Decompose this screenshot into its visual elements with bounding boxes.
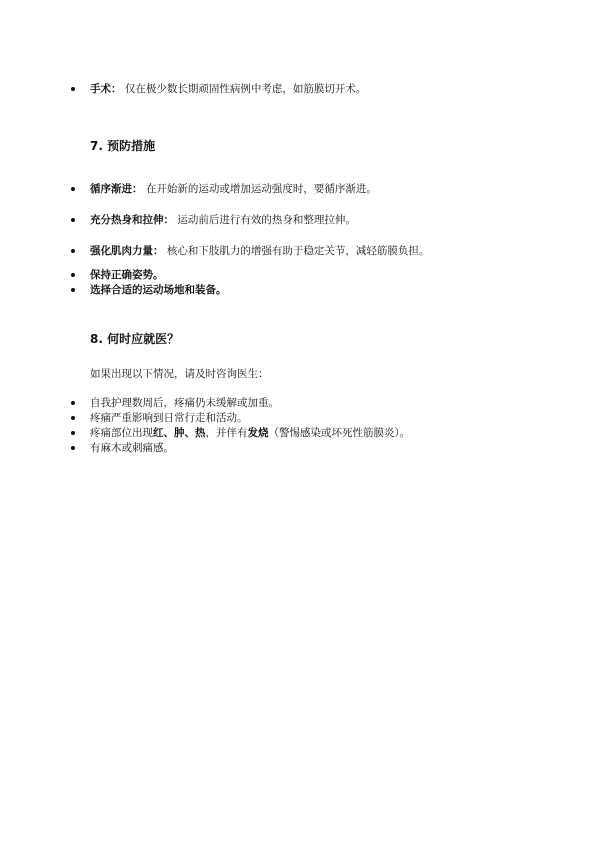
- bullet-dot: [71, 401, 75, 405]
- bullet-dot: [71, 273, 75, 277]
- item-body: 自我护理数周后，疼痛仍未缓解或加重。: [90, 397, 279, 409]
- bullet-dot: [71, 288, 75, 292]
- bullet-dot: [71, 249, 75, 253]
- section-heading-when-to-see-doctor: 8. 何时应就医？: [90, 332, 180, 346]
- item-body-part: （警惕感染或坏死性筋膜炎）。: [268, 427, 411, 439]
- bullet-dot: [71, 416, 75, 420]
- item-body: 有麻木或刺痛感。: [90, 442, 174, 454]
- item-emphasis: 红、肿、热: [153, 427, 206, 439]
- item-body: 仅在极少数长期顽固性病例中考虑，如筋膜切开术。: [124, 83, 367, 95]
- item-body: 疼痛严重影响到日常行走和活动。: [90, 412, 248, 424]
- bullet-dot: [71, 187, 75, 191]
- bullet-dot: [71, 446, 75, 450]
- item-body: 在开始新的运动或增加运动强度时，要循序渐进。: [145, 183, 377, 195]
- item-body-part: ，并伴有: [205, 427, 248, 439]
- section-heading-prevention: 7. 预防措施: [90, 139, 156, 153]
- item-body: 运动前后进行有效的热身和整理拉伸。: [177, 214, 356, 226]
- item-label: 选择合适的运动场地和装备。: [90, 284, 227, 296]
- item-emphasis: 发烧: [247, 427, 269, 439]
- item-label: 保持正确姿势。: [90, 269, 164, 281]
- bullet-dot: [71, 218, 75, 222]
- item-label: 循序渐进：: [90, 183, 143, 195]
- list-item-text: [90, 82, 366, 96]
- item-label: 手术：: [90, 83, 122, 95]
- bullet-dot: [71, 431, 75, 435]
- item-body: 核心和下肢肌力的增强有助于稳定关节，减轻筋膜负担。: [166, 245, 430, 257]
- item-label: 充分热身和拉伸：: [90, 214, 174, 226]
- intro-paragraph: 如果出现以下情况，请及时咨询医生：: [90, 368, 269, 380]
- item-body-part: 疼痛部位出现: [90, 427, 153, 439]
- bullet-dot: [71, 87, 75, 91]
- item-label: 强化肌肉力量：: [90, 245, 164, 257]
